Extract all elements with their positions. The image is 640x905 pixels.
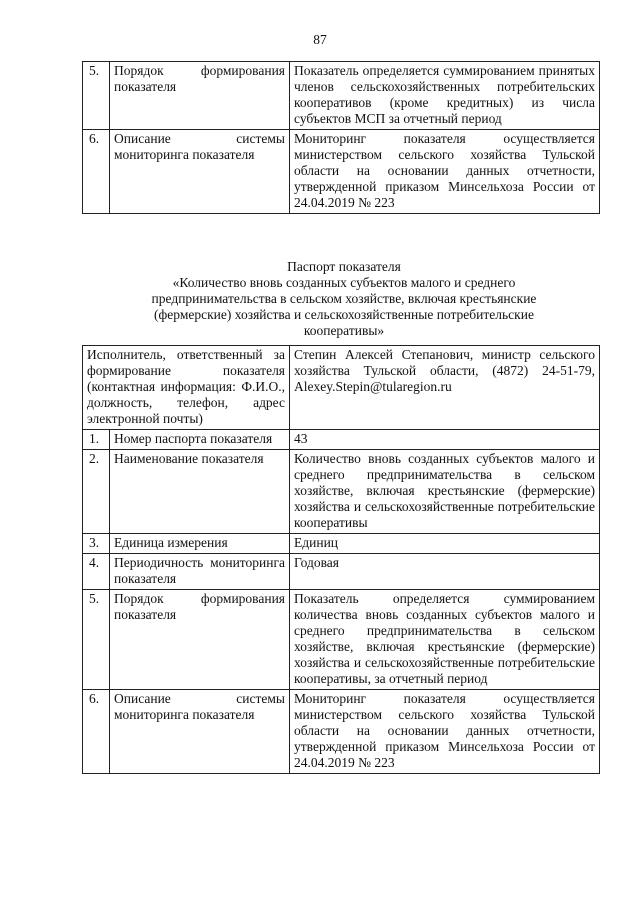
row-number: 6. [83, 130, 110, 214]
row-number: 5. [83, 590, 110, 690]
row-value: Количество вновь созданных субъектов малого и среднего предпринимательства в сельском хозяйстве, включая крестьянские (фермерские) хозяйства и сельскохозяйственные потребительские кооперативы [290, 450, 600, 534]
row-number: 5. [83, 62, 110, 130]
row-value: Показатель определяется суммированием количества вновь созданных субъектов малого и среднего предпринимательства в сельском хозяйстве, включая крестьянские (фермерские) хозяйства и сельскохозяйственные потребительские кооперативы, за отчетный период [290, 590, 600, 690]
table-row [83, 690, 600, 774]
row-number: 4. [83, 554, 110, 590]
continued-passport-table [82, 61, 600, 214]
passport-subtitle: «Количество вновь созданных субъектов малого и среднего предпринимательства в сельском хозяйстве, включая крестьянские (фермерские) хозяйства и сельскохозяйственные потребительские кооперативы» [151, 275, 537, 338]
executor-label: Исполнитель, ответственный за формирование показателя (контактная информация: Ф.И.О., должность, телефон, адрес электронной почты) [83, 346, 290, 430]
row-label: Наименование показателя [110, 450, 290, 534]
row-label: Периодичность мониторинга показателя [110, 554, 290, 590]
table-row [83, 590, 600, 690]
table-row [83, 130, 600, 214]
table-row [83, 430, 600, 450]
passport-title: Паспорт показателя [287, 259, 401, 274]
row-label: Порядок формирования показателя [110, 590, 290, 690]
table-row [83, 346, 600, 430]
row-label: Описание системы мониторинга показателя [110, 130, 290, 214]
row-value: Мониторинг показателя осуществляется министерством сельского хозяйства Тульской области на основании данных отчетности, утвержденной приказом Минсельхоза России от 24.04.2019 № 223 [290, 130, 600, 214]
row-label: Номер паспорта показателя [110, 430, 290, 450]
row-number: 2. [83, 450, 110, 534]
passport-heading [118, 259, 570, 339]
row-label: Описание системы мониторинга показателя [110, 690, 290, 774]
table-row [83, 62, 600, 130]
row-number: 3. [83, 534, 110, 554]
row-label: Порядок формирования показателя [110, 62, 290, 130]
indicator-passport-table [82, 345, 600, 774]
row-value: Единиц [290, 534, 600, 554]
table-row [83, 534, 600, 554]
row-number: 1. [83, 430, 110, 450]
table-row [83, 450, 600, 534]
row-value: Показатель определяется суммированием принятых членов сельскохозяйственных потребительских кооперативов (кроме кредитных) из числа субъектов МСП за отчетный период [290, 62, 600, 130]
row-value: Годовая [290, 554, 600, 590]
row-value: 43 [290, 430, 600, 450]
executor-value: Степин Алексей Степанович, министр сельского хозяйства Тульской области, (4872) 24-51-79, Alexey.Stepin@tularegion.ru [290, 346, 600, 430]
row-label: Единица измерения [110, 534, 290, 554]
table-row [83, 554, 600, 590]
page-number: 87 [313, 32, 327, 47]
row-number: 6. [83, 690, 110, 774]
row-value: Мониторинг показателя осуществляется министерством сельского хозяйства Тульской области на основании данных отчетности, утвержденной приказом Минсельхоза России от 24.04.2019 № 223 [290, 690, 600, 774]
